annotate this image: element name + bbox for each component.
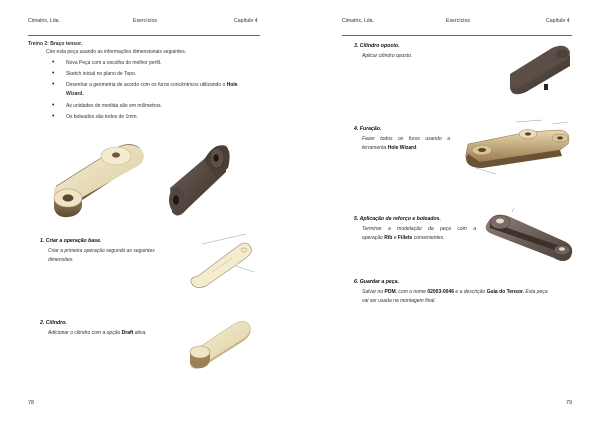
step-5-text-a: operação (362, 235, 383, 241)
step-4-line-2 (362, 144, 418, 153)
pdm-keyword: PDM (384, 289, 396, 295)
wizard-keyword: Wizard. (66, 91, 84, 97)
step-4-title: 4. Furação. (354, 126, 382, 132)
step-4-text-b: . (416, 145, 418, 151)
part-code: 02003-0046 (427, 289, 455, 295)
step-5-text-b: e (392, 235, 398, 241)
step-5-text-c: convenientes. (412, 235, 445, 241)
step-6-text-d: Esta peça (523, 289, 548, 295)
intro-text: Crie esta peça usando as informações dimensionais seguintes. (46, 49, 187, 55)
hole-keyword: Hole (226, 82, 238, 88)
page-number: 79 (566, 400, 572, 406)
right-page (300, 0, 600, 424)
drilling-render (456, 118, 574, 176)
step-6-text-a: Salvar no (362, 289, 384, 295)
step-6-text-b: , com o nome (395, 289, 428, 295)
hole-wizard-keyword: Hole Wizard (387, 145, 417, 151)
step-2-text-b: ativa. (133, 330, 147, 336)
header-section: Exercícios (446, 18, 470, 24)
step-5-title: 5. Aplicação de reforço e boleados. (354, 216, 441, 222)
rib-keyword: Rib (384, 235, 393, 241)
header-rule (342, 35, 572, 36)
part-render-dark (160, 138, 240, 222)
step-2-title: 2. Cilindro. (40, 320, 67, 326)
header-rule (28, 35, 260, 36)
header-company: Cimatrix, Lda. (28, 18, 60, 24)
header-chapter: Capítulo 4 (234, 18, 258, 24)
part-render-light (48, 138, 158, 220)
cylinder-render (186, 318, 256, 372)
base-sketch (184, 232, 264, 288)
bullet-item: • Nova Peça com a escolha do melhor perfil. (66, 60, 161, 66)
step-3-title: 3. Cilindro oposto. (354, 43, 400, 49)
header-chapter: Capítulo 4 (546, 18, 570, 24)
step-6-line-1 (362, 288, 548, 297)
bullet-item: • As unidades de medida são em milímetros. (66, 103, 162, 109)
fillets-keyword: Fillets (397, 235, 413, 241)
step-4-text-a: ferramenta (362, 145, 387, 151)
step-3-text: Aplicar cilindro oposto. (362, 53, 413, 59)
step-1-title: 1. Criar a operação base. (40, 238, 102, 244)
opposite-cylinder-render (506, 44, 574, 98)
bullet-item: • Os boleados são todos de 1mm. (66, 114, 138, 120)
rib-fillet-render (480, 208, 576, 268)
step-6-line-2: vai ser usada na montagem final. (362, 298, 436, 304)
step-6-title: 6. Guardar a peça. (354, 279, 399, 285)
step-4-line-1: Fazer todos os furos usando a (362, 136, 450, 142)
header-company: Cimatrix, Lda. (342, 18, 374, 24)
step-1-line-1: Criar a primeira operação segundo as seguintes (48, 248, 155, 254)
bullet-text: Desenhar a geometria de acordo com os furos concêntricos utilizando o (66, 82, 226, 88)
draft-keyword: Draft (121, 330, 134, 336)
step-1-line-2: dimensões. (48, 257, 74, 263)
step-2-text (48, 329, 147, 338)
part-description: Guia do Tensor. (486, 289, 524, 295)
step-5-line-2 (362, 234, 445, 243)
step-2-text-a: Adicionar o cilindro com a opção (48, 330, 121, 336)
exercise-title: Treino 2: Braço tensor. (28, 41, 83, 47)
bullet-item: • Sketch inicial no plano de Topo. (66, 71, 136, 77)
step-6-text-c: e a descrição (454, 289, 487, 295)
bullet-item (66, 82, 238, 88)
header-section: Exercícios (133, 18, 157, 24)
page-number: 78 (28, 400, 34, 406)
step-5-line-1: Terminar a modelação da peça com a (362, 226, 476, 232)
